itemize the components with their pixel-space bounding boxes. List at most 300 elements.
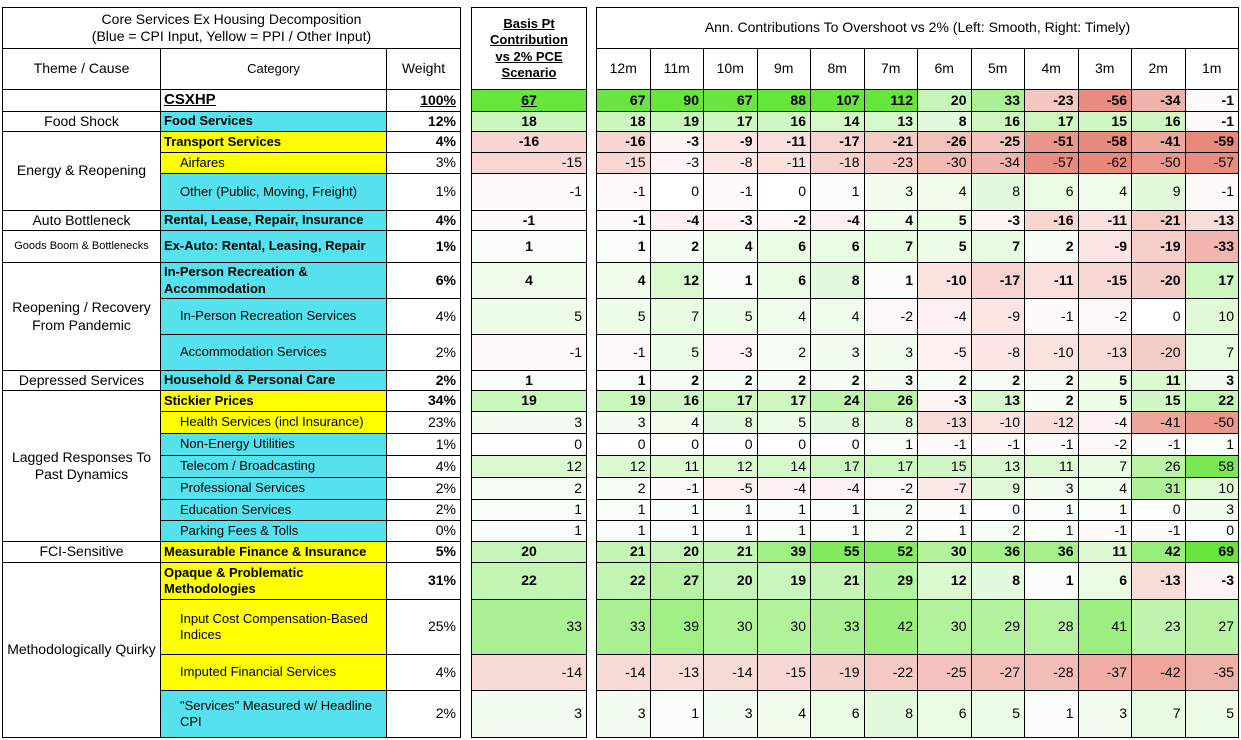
horizon-header-2m: 2m <box>1131 48 1186 90</box>
theme-cell: Food Shock <box>2 111 161 132</box>
value-cell-3m: -11 <box>1078 210 1133 231</box>
horizon-header-4m: 4m <box>1024 48 1079 90</box>
value-cell-4m: 1 <box>1024 520 1079 542</box>
value-cell-3m: 4 <box>1078 477 1133 500</box>
value-cell-5m: 7 <box>971 230 1026 263</box>
value-cell-2m: 0 <box>1131 298 1186 335</box>
value-cell-5m: -8 <box>971 334 1026 371</box>
value-cell-7m: 112 <box>864 89 919 112</box>
value-cell-4m: -51 <box>1024 131 1079 153</box>
weight-cell: 2% <box>386 370 461 391</box>
bp-contribution-cell: 3 <box>471 411 587 434</box>
value-cell-4m: -28 <box>1024 654 1079 691</box>
value-cell-12m: 0 <box>596 433 651 456</box>
value-cell-8m: 33 <box>810 599 865 655</box>
category-cell: Accommodation Services <box>160 334 387 371</box>
weight-cell: 100% <box>386 89 461 112</box>
bp-contribution-cell: 2 <box>471 477 587 500</box>
value-cell-9m: 16 <box>757 111 812 132</box>
category-cell: Professional Services <box>160 477 387 500</box>
value-cell-1m: -35 <box>1185 654 1240 691</box>
bp-contribution-cell: 20 <box>471 541 587 563</box>
value-cell-8m: 3 <box>810 334 865 371</box>
category-cell: Measurable Finance & Insurance <box>160 541 387 563</box>
value-cell-6m: -3 <box>917 390 972 412</box>
value-cell-4m: 1 <box>1024 690 1079 738</box>
value-cell-2m: 26 <box>1131 455 1186 478</box>
value-cell-10m: 5 <box>703 298 758 335</box>
value-cell-4m: -16 <box>1024 210 1079 231</box>
value-cell-10m: -5 <box>703 477 758 500</box>
bp-contribution-cell: 1 <box>471 230 587 263</box>
weight-cell: 0% <box>386 520 461 542</box>
value-cell-2m: -19 <box>1131 230 1186 263</box>
value-cell-12m: 5 <box>596 298 651 335</box>
value-cell-1m: 1 <box>1185 433 1240 456</box>
value-cell-7m: 2 <box>864 520 919 542</box>
value-cell-11m: 4 <box>650 411 705 434</box>
value-cell-6m: 2 <box>917 370 972 391</box>
bp-contribution-cell: -1 <box>471 210 587 231</box>
value-cell-3m: -1 <box>1078 520 1133 542</box>
value-cell-7m: -22 <box>864 654 919 691</box>
value-cell-12m: 2 <box>596 477 651 500</box>
value-cell-7m: 8 <box>864 411 919 434</box>
value-cell-7m: -2 <box>864 477 919 500</box>
value-cell-12m: 33 <box>596 599 651 655</box>
value-cell-12m: 3 <box>596 411 651 434</box>
value-cell-11m: 5 <box>650 334 705 371</box>
value-cell-7m: 26 <box>864 390 919 412</box>
value-cell-4m: 2 <box>1024 370 1079 391</box>
value-cell-9m: -11 <box>757 131 812 153</box>
value-cell-2m: 23 <box>1131 599 1186 655</box>
value-cell-6m: 20 <box>917 89 972 112</box>
value-cell-10m: -8 <box>703 152 758 174</box>
value-cell-6m: -25 <box>917 654 972 691</box>
value-cell-10m: 2 <box>703 370 758 391</box>
category-cell: Transport Services <box>160 131 387 153</box>
value-cell-12m: -14 <box>596 654 651 691</box>
value-cell-10m: 17 <box>703 390 758 412</box>
value-cell-10m: 4 <box>703 230 758 263</box>
value-cell-8m: 6 <box>810 230 865 263</box>
category-cell: Input Cost Compensation-Based Indices <box>160 599 387 655</box>
value-cell-3m: 11 <box>1078 541 1133 563</box>
value-cell-4m: 11 <box>1024 455 1079 478</box>
value-cell-6m: 30 <box>917 541 972 563</box>
value-cell-6m: 1 <box>917 499 972 521</box>
value-cell-3m: -56 <box>1078 89 1133 112</box>
category-cell: Opaque & Problematic Methodologies <box>160 562 387 600</box>
value-cell-7m: 29 <box>864 562 919 600</box>
value-cell-4m: -57 <box>1024 152 1079 174</box>
value-cell-6m: 12 <box>917 562 972 600</box>
value-cell-8m: 14 <box>810 111 865 132</box>
value-cell-11m: -13 <box>650 654 705 691</box>
value-cell-1m: -1 <box>1185 89 1240 112</box>
value-cell-7m: 13 <box>864 111 919 132</box>
value-cell-8m: 1 <box>810 520 865 542</box>
value-cell-4m: -1 <box>1024 298 1079 335</box>
value-cell-8m: 1 <box>810 499 865 521</box>
value-cell-8m: -4 <box>810 210 865 231</box>
theme-cell: Depressed Services <box>2 370 161 391</box>
value-cell-6m: -10 <box>917 262 972 299</box>
value-cell-7m: 7 <box>864 230 919 263</box>
value-cell-12m: 18 <box>596 111 651 132</box>
value-cell-7m: 17 <box>864 455 919 478</box>
theme-cell: Energy & Reopening <box>2 131 161 211</box>
value-cell-9m: 1 <box>757 520 812 542</box>
value-cell-9m: -2 <box>757 210 812 231</box>
horizon-header-8m: 8m <box>810 48 865 90</box>
bp-contribution-cell: 1 <box>471 370 587 391</box>
value-cell-5m: 8 <box>971 173 1026 211</box>
value-cell-2m: -13 <box>1131 562 1186 600</box>
value-cell-12m: 12 <box>596 455 651 478</box>
value-cell-5m: 16 <box>971 111 1026 132</box>
value-cell-3m: -2 <box>1078 298 1133 335</box>
value-cell-5m: -1 <box>971 433 1026 456</box>
value-cell-1m: 0 <box>1185 520 1240 542</box>
category-cell: Household & Personal Care <box>160 370 387 391</box>
value-cell-7m: -2 <box>864 298 919 335</box>
weight-cell: 4% <box>386 210 461 231</box>
value-cell-12m: 1 <box>596 230 651 263</box>
value-cell-2m: -50 <box>1131 152 1186 174</box>
value-cell-11m: 1 <box>650 690 705 738</box>
value-cell-2m: -41 <box>1131 131 1186 153</box>
value-cell-9m: 19 <box>757 562 812 600</box>
value-cell-1m: 7 <box>1185 334 1240 371</box>
value-cell-11m: 90 <box>650 89 705 112</box>
bp-contribution-cell: 1 <box>471 520 587 542</box>
value-cell-2m: 31 <box>1131 477 1186 500</box>
value-cell-6m: -7 <box>917 477 972 500</box>
value-cell-4m: -10 <box>1024 334 1079 371</box>
category-cell: Education Services <box>160 499 387 521</box>
value-cell-5m: -9 <box>971 298 1026 335</box>
value-cell-2m: -42 <box>1131 654 1186 691</box>
value-cell-1m: 58 <box>1185 455 1240 478</box>
category-cell: Other (Public, Moving, Freight) <box>160 173 387 211</box>
value-cell-5m: 29 <box>971 599 1026 655</box>
value-cell-3m: 7 <box>1078 455 1133 478</box>
bp-contribution-cell: -16 <box>471 131 587 153</box>
value-cell-11m: 27 <box>650 562 705 600</box>
theme-cell: Methodologically Quirky <box>2 562 161 738</box>
value-cell-12m: 67 <box>596 89 651 112</box>
value-cell-5m: 8 <box>971 562 1026 600</box>
value-cell-12m: 1 <box>596 370 651 391</box>
value-cell-2m: 16 <box>1131 111 1186 132</box>
value-cell-10m: 1 <box>703 499 758 521</box>
value-cell-6m: 1 <box>917 520 972 542</box>
value-cell-2m: 7 <box>1131 690 1186 738</box>
value-cell-4m: 6 <box>1024 173 1079 211</box>
category-cell: Parking Fees & Tolls <box>160 520 387 542</box>
weight-cell: 1% <box>386 230 461 263</box>
value-cell-5m: -10 <box>971 411 1026 434</box>
value-cell-5m: 2 <box>971 370 1026 391</box>
value-cell-3m: -37 <box>1078 654 1133 691</box>
title-block <box>2 7 461 49</box>
category-cell: Health Services (incl Insurance) <box>160 411 387 434</box>
bp-contribution-cell: -1 <box>471 334 587 371</box>
value-cell-3m: -13 <box>1078 334 1133 371</box>
value-cell-8m: 4 <box>810 298 865 335</box>
value-cell-9m: 2 <box>757 370 812 391</box>
value-cell-5m: 36 <box>971 541 1026 563</box>
value-cell-11m: 7 <box>650 298 705 335</box>
value-cell-9m: 0 <box>757 173 812 211</box>
value-cell-8m: -4 <box>810 477 865 500</box>
value-cell-2m: -20 <box>1131 334 1186 371</box>
weight-cell: 23% <box>386 411 461 434</box>
bp-contribution-cell: -14 <box>471 654 587 691</box>
value-cell-10m: 12 <box>703 455 758 478</box>
value-cell-10m: 20 <box>703 562 758 600</box>
value-cell-1m: -33 <box>1185 230 1240 263</box>
value-cell-5m: -27 <box>971 654 1026 691</box>
weight-cell: 1% <box>386 433 461 456</box>
bp-contribution-cell: 67 <box>471 89 587 112</box>
value-cell-3m: -9 <box>1078 230 1133 263</box>
value-cell-12m: 4 <box>596 262 651 299</box>
value-cell-9m: 6 <box>757 230 812 263</box>
horizon-header-11m: 11m <box>650 48 705 90</box>
value-cell-10m: 0 <box>703 433 758 456</box>
value-cell-1m: -50 <box>1185 411 1240 434</box>
value-cell-3m: -2 <box>1078 433 1133 456</box>
value-cell-3m: 5 <box>1078 370 1133 391</box>
value-cell-10m: -3 <box>703 210 758 231</box>
bp-contribution-cell: 22 <box>471 562 587 600</box>
value-cell-4m: -1 <box>1024 433 1079 456</box>
value-cell-4m: 1 <box>1024 499 1079 521</box>
value-cell-1m: 10 <box>1185 298 1240 335</box>
weight-cell: 1% <box>386 173 461 211</box>
horizon-header-10m: 10m <box>703 48 758 90</box>
bp-header: Basis Pt Contribution vs 2% PCE Scenario <box>471 7 587 90</box>
value-cell-2m: -34 <box>1131 89 1186 112</box>
value-cell-4m: -23 <box>1024 89 1079 112</box>
value-cell-1m: 3 <box>1185 499 1240 521</box>
weight-cell: 25% <box>386 599 461 655</box>
category-cell: Food Services <box>160 111 387 132</box>
value-cell-1m: -3 <box>1185 562 1240 600</box>
value-cell-12m: -16 <box>596 131 651 153</box>
value-cell-11m: 0 <box>650 433 705 456</box>
value-cell-1m: 69 <box>1185 541 1240 563</box>
value-cell-5m: -17 <box>971 262 1026 299</box>
value-cell-9m: 17 <box>757 390 812 412</box>
value-cell-11m: 19 <box>650 111 705 132</box>
category-header: Category <box>160 48 387 90</box>
value-cell-6m: 6 <box>917 690 972 738</box>
value-cell-4m: 1 <box>1024 562 1079 600</box>
value-cell-9m: -4 <box>757 477 812 500</box>
value-cell-7m: -21 <box>864 131 919 153</box>
horizon-header-5m: 5m <box>971 48 1026 90</box>
value-cell-5m: 0 <box>971 499 1026 521</box>
category-cell: Ex-Auto: Rental, Leasing, Repair <box>160 230 387 263</box>
value-cell-6m: -30 <box>917 152 972 174</box>
theme-cell: FCI-Sensitive <box>2 541 161 563</box>
value-cell-6m: 8 <box>917 111 972 132</box>
value-cell-11m: 20 <box>650 541 705 563</box>
value-cell-12m: 21 <box>596 541 651 563</box>
weight-cell: 2% <box>386 334 461 371</box>
value-cell-2m: -1 <box>1131 520 1186 542</box>
value-cell-5m: 13 <box>971 390 1026 412</box>
category-cell: "Services" Measured w/ Headline CPI <box>160 690 387 738</box>
horizon-header-7m: 7m <box>864 48 919 90</box>
weight-cell: 2% <box>386 499 461 521</box>
bp-contribution-cell: 18 <box>471 111 587 132</box>
value-cell-2m: -1 <box>1131 433 1186 456</box>
value-cell-6m: 5 <box>917 210 972 231</box>
value-cell-6m: -13 <box>917 411 972 434</box>
weight-header: Weight <box>386 48 461 90</box>
bp-contribution-cell: -15 <box>471 152 587 174</box>
value-cell-6m: -26 <box>917 131 972 153</box>
bp-contribution-cell: 4 <box>471 262 587 299</box>
value-cell-12m: -1 <box>596 173 651 211</box>
value-cell-8m: -18 <box>810 152 865 174</box>
value-cell-7m: -23 <box>864 152 919 174</box>
value-cell-5m: -3 <box>971 210 1026 231</box>
bp-contribution-cell: 12 <box>471 455 587 478</box>
value-cell-11m: 1 <box>650 499 705 521</box>
value-cell-1m: 27 <box>1185 599 1240 655</box>
value-cell-1m: 17 <box>1185 262 1240 299</box>
theme-cell: Lagged Responses To Past Dynamics <box>2 390 161 542</box>
horizon-header-12m: 12m <box>596 48 651 90</box>
value-cell-11m: 2 <box>650 230 705 263</box>
value-cell-4m: -11 <box>1024 262 1079 299</box>
value-cell-1m: -1 <box>1185 111 1240 132</box>
value-cell-9m: 14 <box>757 455 812 478</box>
value-cell-6m: -1 <box>917 433 972 456</box>
value-cell-5m: 9 <box>971 477 1026 500</box>
weight-cell: 4% <box>386 131 461 153</box>
theme-cell: Auto Bottleneck <box>2 210 161 231</box>
value-cell-5m: 33 <box>971 89 1026 112</box>
value-cell-2m: 42 <box>1131 541 1186 563</box>
value-cell-2m: -41 <box>1131 411 1186 434</box>
value-cell-11m: 1 <box>650 520 705 542</box>
value-cell-6m: -4 <box>917 298 972 335</box>
value-cell-11m: 39 <box>650 599 705 655</box>
horizon-header-1m: 1m <box>1185 48 1240 90</box>
value-cell-2m: -21 <box>1131 210 1186 231</box>
value-cell-3m: 41 <box>1078 599 1133 655</box>
value-cell-8m: 21 <box>810 562 865 600</box>
value-cell-1m: 3 <box>1185 370 1240 391</box>
value-cell-8m: -19 <box>810 654 865 691</box>
value-cell-8m: 0 <box>810 433 865 456</box>
category-cell: Non-Energy Utilities <box>160 433 387 456</box>
value-cell-9m: 4 <box>757 298 812 335</box>
value-cell-7m: 4 <box>864 210 919 231</box>
value-cell-10m: -9 <box>703 131 758 153</box>
value-cell-10m: -14 <box>703 654 758 691</box>
value-cell-11m: 2 <box>650 370 705 391</box>
value-cell-4m: 28 <box>1024 599 1079 655</box>
value-cell-8m: 6 <box>810 690 865 738</box>
bp-contribution-cell: 0 <box>471 433 587 456</box>
value-cell-5m: 5 <box>971 690 1026 738</box>
value-cell-2m: 9 <box>1131 173 1186 211</box>
category-cell: Stickier Prices <box>160 390 387 412</box>
value-cell-8m: 2 <box>810 370 865 391</box>
value-cell-1m: 10 <box>1185 477 1240 500</box>
value-cell-7m: 1 <box>864 433 919 456</box>
weight-cell: 4% <box>386 298 461 335</box>
value-cell-4m: 2 <box>1024 390 1079 412</box>
value-cell-9m: -15 <box>757 654 812 691</box>
value-cell-11m: 0 <box>650 173 705 211</box>
value-cell-7m: 42 <box>864 599 919 655</box>
value-cell-4m: -12 <box>1024 411 1079 434</box>
value-cell-6m: 15 <box>917 455 972 478</box>
theme-cell: Goods Boom & Bottlenecks <box>2 230 161 263</box>
value-cell-3m: -15 <box>1078 262 1133 299</box>
value-cell-9m: 2 <box>757 334 812 371</box>
value-cell-10m: 1 <box>703 520 758 542</box>
value-cell-1m: -59 <box>1185 131 1240 153</box>
horizon-header-3m: 3m <box>1078 48 1133 90</box>
weight-cell: 4% <box>386 654 461 691</box>
category-cell: In-Person Recreation & Accommodation <box>160 262 387 299</box>
value-cell-12m: 19 <box>596 390 651 412</box>
value-cell-9m: 6 <box>757 262 812 299</box>
value-cell-9m: 88 <box>757 89 812 112</box>
value-cell-4m: 36 <box>1024 541 1079 563</box>
value-cell-12m: -1 <box>596 334 651 371</box>
theme-header: Theme / Cause <box>2 48 161 90</box>
value-cell-5m: -34 <box>971 152 1026 174</box>
value-cell-5m: 13 <box>971 455 1026 478</box>
value-cell-1m: 22 <box>1185 390 1240 412</box>
value-cell-8m: 8 <box>810 411 865 434</box>
value-cell-12m: -15 <box>596 152 651 174</box>
value-cell-9m: 1 <box>757 499 812 521</box>
table-title: Core Services Ex Housing Decomposition <box>101 10 362 27</box>
value-cell-10m: 30 <box>703 599 758 655</box>
weight-cell: 6% <box>386 262 461 299</box>
bp-contribution-cell: -1 <box>471 173 587 211</box>
weight-cell: 5% <box>386 541 461 563</box>
bp-contribution-cell: 5 <box>471 298 587 335</box>
weight-cell: 31% <box>386 562 461 600</box>
value-cell-3m: 6 <box>1078 562 1133 600</box>
value-cell-10m: 8 <box>703 411 758 434</box>
value-cell-10m: 1 <box>703 262 758 299</box>
value-cell-11m: 12 <box>650 262 705 299</box>
value-cell-2m: 11 <box>1131 370 1186 391</box>
value-cell-3m: -62 <box>1078 152 1133 174</box>
value-cell-10m: 17 <box>703 111 758 132</box>
value-cell-6m: 5 <box>917 230 972 263</box>
value-cell-7m: 52 <box>864 541 919 563</box>
bp-contribution-cell: 1 <box>471 499 587 521</box>
value-cell-8m: 17 <box>810 455 865 478</box>
weight-cell: 34% <box>386 390 461 412</box>
value-cell-11m: -3 <box>650 131 705 153</box>
